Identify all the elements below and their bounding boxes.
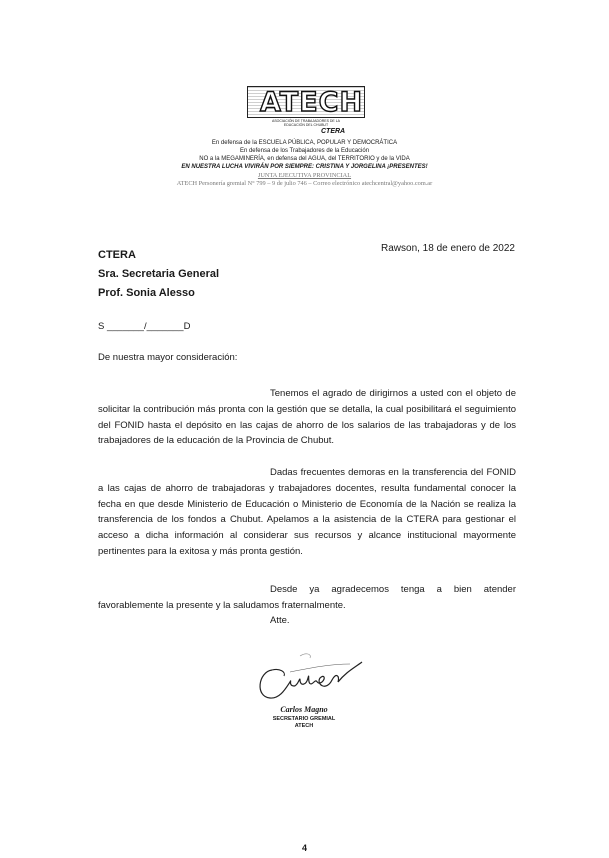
slogan-line-2: En defensa de los Trabajadores de la Educación <box>239 147 370 154</box>
slogan-line-3: NO a la MEGAMINERÍA, en defensa del AGUA, del TERRITORIO y de la VIDA <box>199 155 410 162</box>
atech-logo <box>247 86 365 138</box>
recipient-line: CTERA <box>98 249 136 261</box>
logo-wordmark: ATECH <box>260 87 364 118</box>
handwritten-signature <box>250 642 370 707</box>
recipient-line: Prof. Sonia Alesso <box>98 287 195 299</box>
body-paragraph-2: Dadas frecuentes demoras en la transferencia del FONID a las cajas de ahorro de trabajadoras y trabajadores docentes, resulta fundamental conocer la fecha en que desde Ministerio de Educación o Ministerio de Economía de la Nación se realiza la transferencia de los fondos a Chubut. Apelamos a la asistencia de la CTERA para gestionar el acceso a dicha información al considerar sus recursos y alcance institucional mayormente pertinentes para la exitosa y más pronta gestión. <box>98 467 516 557</box>
slogan-line-4: EN NUESTRA LUCHA VIVIRÁN POR SIEMPRE: CRISTINA Y JORGELINA ¡PRESENTES! <box>181 163 428 170</box>
greeting: De nuestra mayor consideración: <box>98 352 238 363</box>
recipient-block <box>98 246 219 303</box>
junta-ejecutiva-label: JUNTA EJECUTIVA PROVINCIAL <box>257 171 352 179</box>
signatory-name: Carlos Magno <box>280 705 328 714</box>
body-paragraph-3: Desde ya agradecemos tenga a bien atender favorablemente la presente y la saludamos fraternalmente. <box>98 584 516 611</box>
letter-date: Rawson, 18 de enero de 2022 <box>381 243 515 254</box>
reference-line: S _______/_______D <box>98 321 191 332</box>
body-paragraph-1: Tenemos el agrado de dirigirnos a usted con el objeto de solicitar la contribución más pronta con la gestión que se detalla, la cual posibilitará el seguimiento del FONID hasta el depósito en las cajas de ahorro de los salarios de las trabajadoras y de los trabajadores de la educación de la Provincia de Chubut. <box>98 388 516 447</box>
logo-subtitle: ASOCIACIÓN DE TRABAJADORES DE LA EDUCACIÓN DEL CHUBUT <box>271 119 340 127</box>
logo-ctera-badge: CTERA <box>321 128 346 135</box>
signatory-title-line: SECRETARIO GREMIAL <box>272 716 336 722</box>
closing: Atte. <box>270 615 290 626</box>
logo-box <box>247 86 365 118</box>
letterhead-contact-info: ATECH Personería gremial N° 799 – 9 de julio 746 – Correo electrónico atechcentral@yahoo.com.ar <box>176 179 433 187</box>
page-number: 4 <box>301 843 307 853</box>
recipient-line: Sra. Secretaria General <box>98 268 220 280</box>
letterhead-slogans <box>0 140 609 187</box>
signatory-org: ATECH <box>294 723 314 729</box>
slogan-line-1: En defensa de la ESCUELA PÚBLICA, POPULAR Y DEMOCRÁTICA <box>211 140 398 146</box>
signatory-title <box>262 716 346 730</box>
